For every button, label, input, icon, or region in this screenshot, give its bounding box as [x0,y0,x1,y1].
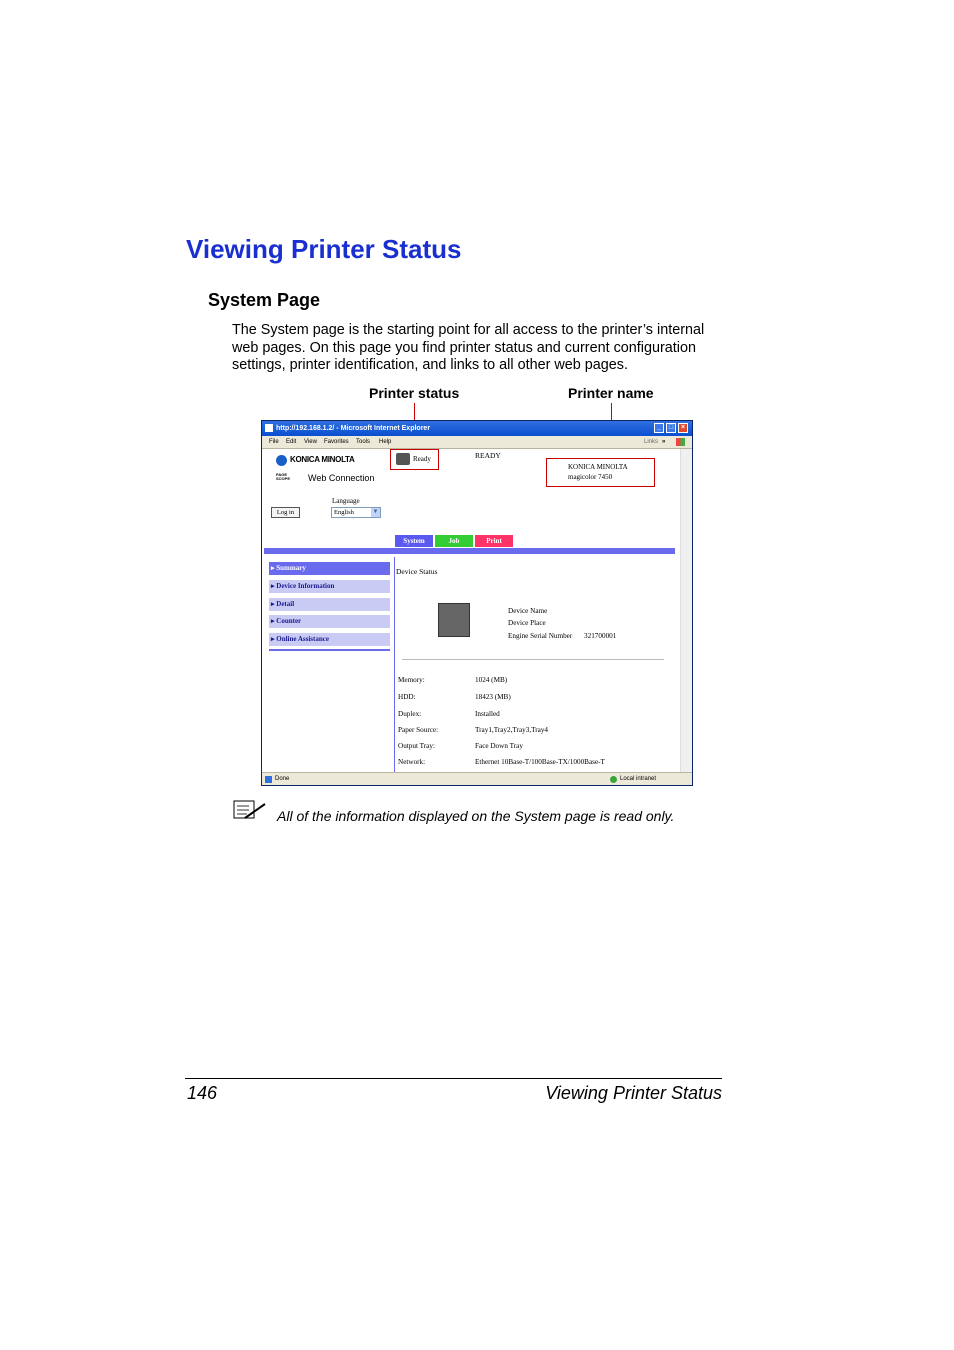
spec-label: HDD: [398,693,416,701]
ie-icon [265,424,273,432]
spec-value: 1024 (MB) [475,676,508,684]
printer-name-line2: magicolor 7450 [568,473,613,481]
note-text: All of the information displayed on the System page is read only. [277,808,675,824]
device-name-label: Device Name [508,607,548,615]
nav-device-information-label: Device Information [276,582,335,590]
intranet-icon [610,776,617,783]
menu-file[interactable]: File [269,439,279,445]
page-title: Viewing Printer Status [186,234,462,264]
browser-statusbar [262,772,692,786]
device-place-label: Device Place [508,619,546,627]
product-name: Web Connection [308,473,375,483]
spec-value: Ethernet 10Base-T/100Base-TX/1000Base-T [475,758,605,766]
chevron-right-icon[interactable]: » [662,439,666,445]
spec-value: Tray1,Tray2,Tray3,Tray4 [475,726,549,734]
printer-status-icon-label: Ready [413,455,431,463]
section-title: System Page [208,290,321,310]
callout-printer-status: Printer status [369,385,460,401]
nav-counter[interactable]: ▸ Counter [269,615,390,628]
chevron-down-icon[interactable]: ▼ [372,509,379,515]
nav-detail-label: Detail [276,600,295,608]
menu-edit[interactable]: Edit [286,439,297,445]
links-label[interactable]: Links [644,439,659,445]
printer-device-icon [438,603,470,637]
tab-system[interactable]: System [395,535,433,547]
callout-printer-name: Printer name [568,385,654,401]
brand-name: KONICA MINOLTA [290,455,355,464]
nav-summary[interactable]: ▸ Summary [269,562,390,575]
minimize-icon[interactable]: _ [654,423,664,433]
nav-detail[interactable]: ▸ Detail [269,598,390,611]
panel-title: Device Status [396,567,438,576]
menu-tools[interactable]: Tools [356,439,371,445]
spec-label: Paper Source: [398,726,439,734]
page-icon [265,776,272,783]
panel-divider [394,557,395,775]
spec-label: Duplex: [398,710,422,718]
browser-menubar [262,436,692,449]
printer-name-line1: KONICA MINOLTA [568,463,628,471]
spec-label: Output Tray: [398,742,435,750]
menu-favorites[interactable]: Favorites [324,439,349,445]
close-icon[interactable]: × [678,423,688,433]
spec-value: Installed [475,710,500,718]
callout-box-name [546,458,655,487]
language-value: English [334,509,354,516]
spec-value: Face Down Tray [475,742,523,750]
nav-online-assistance[interactable]: ▸ Online Assistance [269,633,390,646]
pagescope-label: PAGE SCOPE [276,472,291,481]
spec-value: 18423 (MB) [475,693,511,701]
web-page [262,449,692,772]
header-bar [264,548,675,554]
zone-text: Local intranet [620,776,657,782]
page-number: 146 [187,1083,218,1103]
intro-paragraph: The System page is the starting point for all access to the printer’s internal web pages. On this page you find printer status and current configuration settings, printer identification, and links to all other web pages. [232,322,705,373]
vertical-scrollbar[interactable] [680,449,692,772]
status-text: Done [275,776,290,782]
engine-serial-value: 321700001 [584,632,617,640]
panel-rule [402,659,664,660]
maximize-icon[interactable]: □ [666,423,676,433]
language-select[interactable] [331,507,381,518]
engine-serial-label: Engine Serial Number [508,632,573,640]
language-label: Language [332,497,360,505]
nav-summary-label: Summary [276,564,306,572]
windows-logo-icon [676,438,685,446]
printer-state: READY [475,451,501,460]
tab-job[interactable]: Job [435,535,473,547]
browser-title: http://192.168.1.2/ - Microsoft Internet Explorer [276,425,431,432]
tab-print[interactable]: Print [475,535,513,547]
note-pencil-icon [233,800,267,822]
nav-device-information[interactable]: ▸ Device Information [269,580,390,593]
nav-counter-label: Counter [276,617,302,625]
running-title: Viewing Printer Status [545,1083,722,1103]
menu-help[interactable]: Help [379,439,392,445]
spec-label: Network: [398,758,426,766]
konica-logo-icon [276,455,287,466]
login-button[interactable]: Log in [271,507,300,518]
callout-box-status [390,449,439,470]
footer-rule [185,1078,722,1079]
nav-divider [269,649,390,651]
browser-titlebar [262,421,692,436]
spec-label: Memory: [398,676,425,684]
nav-online-assistance-label: Online Assistance [276,635,329,643]
menu-view[interactable]: View [304,439,317,445]
